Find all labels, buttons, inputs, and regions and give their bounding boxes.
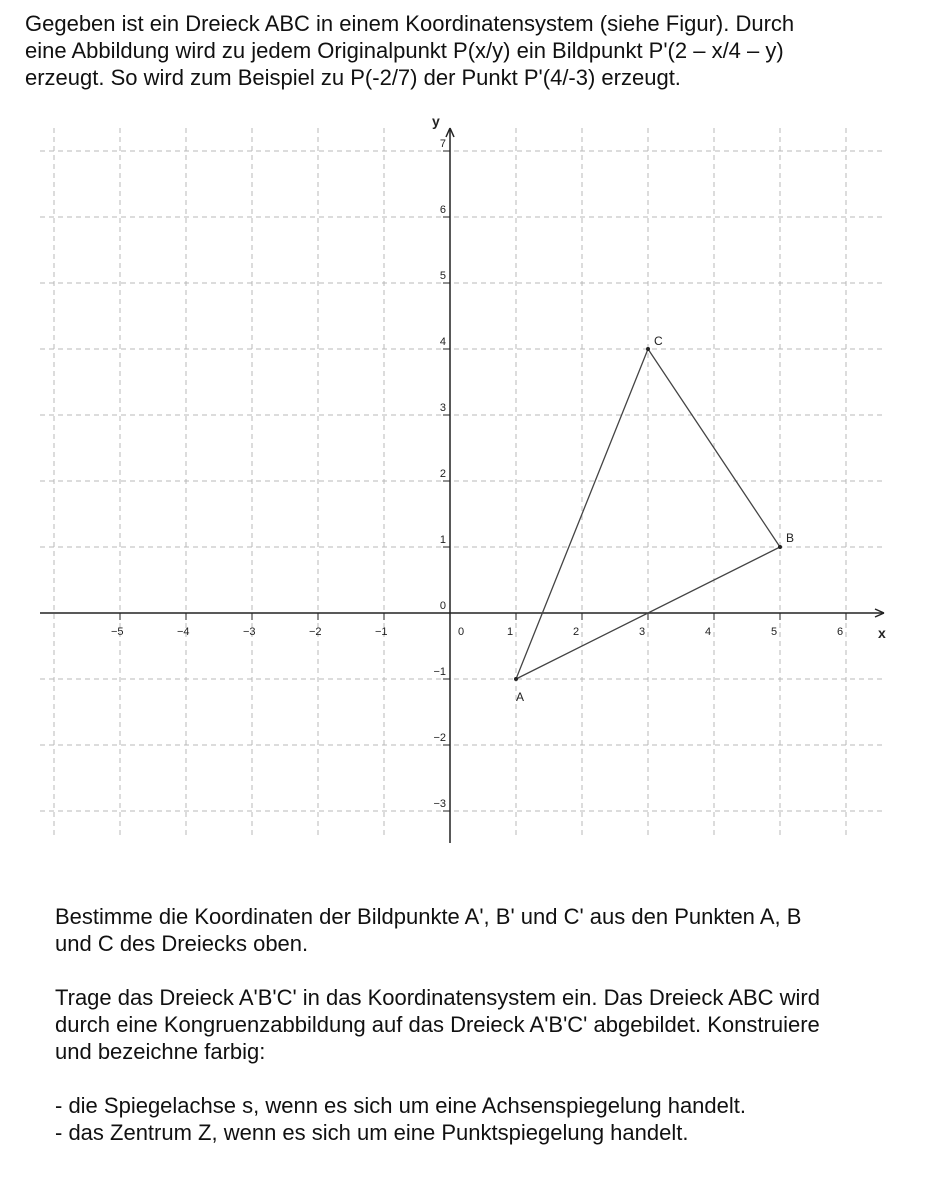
x-tick-label: −5: [111, 626, 124, 638]
triangle-abc: [514, 334, 794, 704]
y-axis-label: y: [432, 113, 440, 129]
y-tick-label: 6: [439, 204, 446, 216]
bullet-item: - das Zentrum Z, wenn es sich um eine Punktspiegelung handelt.: [55, 1120, 689, 1145]
y-tick-label: −3: [433, 798, 446, 810]
x-tick-label: −1: [375, 626, 388, 638]
intro-line: erzeugt. So wird zum Beispiel zu P(-2/7) der Punkt P'(4/-3) erzeugt.: [25, 65, 681, 90]
vertex-point-a: [514, 677, 518, 681]
y-tick-label: 3: [439, 402, 446, 414]
x-tick-label: 5: [771, 626, 778, 638]
x-tick-label: 2: [573, 626, 580, 638]
grid: [40, 128, 885, 838]
y-tick-label: 0: [439, 600, 446, 612]
x-tick-label: 3: [639, 626, 646, 638]
task-line: und C des Dreiecks oben.: [55, 931, 309, 956]
intro-text: [25, 10, 925, 91]
task-line: durch eine Kongruenzabbildung auf das Dreieck A'B'C' abgebildet. Konstruiere: [55, 1012, 820, 1037]
axes: [40, 113, 886, 843]
vertex-label-b: B: [786, 531, 795, 545]
x-tick-label: 0: [458, 626, 465, 638]
y-tick-label: −1: [433, 666, 446, 678]
y-tick-label: 4: [439, 336, 446, 348]
intro-line: eine Abbildung wird zu jedem Originalpunkt P(x/y) ein Bildpunkt P'(2 – x/4 – y): [25, 38, 784, 63]
vertex-label-a: A: [516, 690, 525, 704]
x-tick-label: −2: [309, 626, 322, 638]
x-tick-label: 4: [705, 626, 712, 638]
task-line: Bestimme die Koordinaten der Bildpunkte A', B' und C' aus den Punkten A, B: [55, 904, 802, 929]
x-tick-label: 1: [507, 626, 514, 638]
x-tick-label: 6: [837, 626, 844, 638]
task-line: Trage das Dreieck A'B'C' in das Koordinatensystem ein. Das Dreieck ABC wird: [55, 985, 820, 1010]
y-tick-label: 2: [439, 468, 446, 480]
x-tick-label: −4: [177, 626, 190, 638]
tick-labels: [111, 138, 846, 811]
task-1: [55, 903, 935, 957]
bullet-list: [55, 1092, 935, 1146]
y-tick-label: 7: [439, 138, 446, 150]
vertex-point-c: [646, 347, 650, 351]
x-axis-label: x: [878, 625, 886, 641]
y-tick-label: −2: [433, 732, 446, 744]
task-line: und bezeichne farbig:: [55, 1039, 266, 1064]
vertex-label-c: C: [654, 334, 663, 348]
coordinate-system-figure: [0, 108, 950, 848]
vertex-point-b: [778, 545, 782, 549]
intro-line: Gegeben ist ein Dreieck ABC in einem Koordinatensystem (siehe Figur). Durch: [25, 11, 795, 36]
bullet-item: - die Spiegelachse s, wenn es sich um eine Achsenspiegelung handelt.: [55, 1093, 747, 1118]
task-text: [55, 903, 935, 1146]
task-2: [55, 984, 935, 1065]
y-tick-label: 5: [439, 270, 446, 282]
y-tick-label: 1: [439, 534, 446, 546]
x-tick-label: −3: [243, 626, 256, 638]
